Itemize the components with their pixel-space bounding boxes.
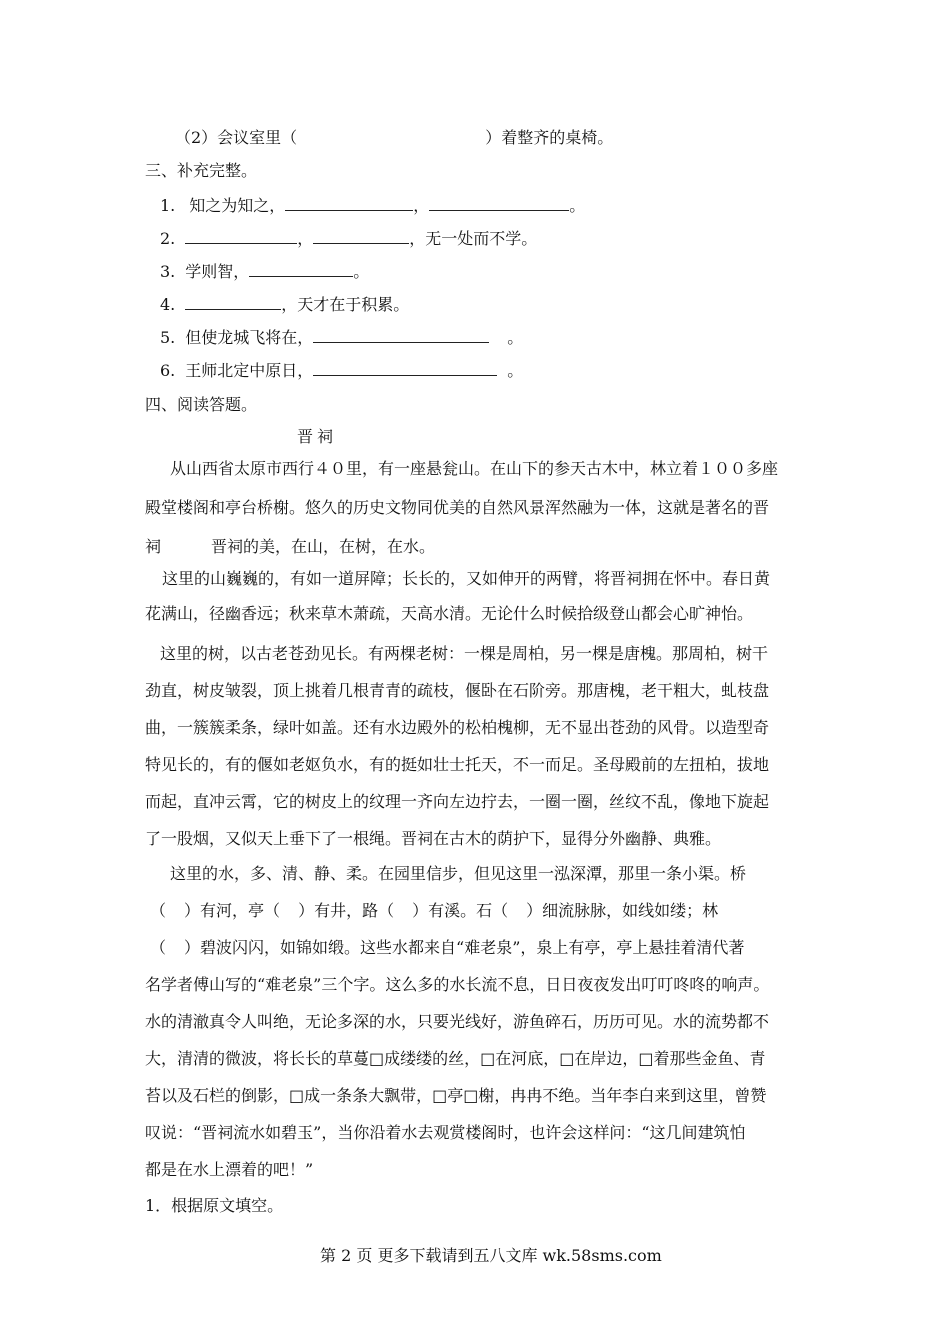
blank-line	[429, 196, 569, 211]
item-text: 。	[353, 262, 370, 281]
item-text: 但使龙城飞将在，	[185, 328, 314, 347]
blank-line	[285, 196, 413, 211]
paren-open: （	[378, 901, 395, 920]
paren-close: ）	[184, 901, 201, 920]
blank-line	[313, 361, 497, 376]
item-text: 。	[507, 361, 524, 380]
passage-line: 从山西省太原市西行４０里，有一座悬瓮山。在山下的参天古木中，林立着１００多座	[170, 459, 779, 478]
passage-line: 名学者傅山写的“难老泉”三个字。这么多的水长流不息，日日夜夜发出叮叮咚咚的响声。	[145, 975, 770, 994]
question-1: 1．根据原文填空。	[145, 1196, 284, 1215]
passage-line	[150, 937, 744, 959]
passage-line: 都是在水上漂着的吧！”	[145, 1160, 314, 1179]
passage-line: 苔以及石栏的倒影，□成一条条大飘带，□亭□榭，冉冉不绝。当年李白来到这里，曾赞	[145, 1086, 767, 1105]
section3-item-3	[160, 261, 369, 283]
section3-heading: 三、补充完整。	[145, 161, 258, 180]
fill-item-2-prefix: （2）会议室里（	[175, 128, 298, 147]
passage-line-blanks	[150, 900, 718, 922]
blank-line	[313, 229, 409, 244]
passage-text: 有井，路	[314, 901, 379, 920]
item-number: 6.	[160, 361, 176, 380]
paren-open: （	[492, 901, 509, 920]
passage-line: 这里的树，以古老苍劲见长。有两棵老树：一棵是周柏，另一棵是唐槐。那周柏，树干	[160, 644, 769, 663]
paren-close: ）	[526, 901, 543, 920]
passage-line: 殿堂楼阁和亭台桥榭。悠久的历史文物同优美的自然风景浑然融为一体，这就是著名的晋	[145, 498, 770, 517]
passage-line: 花满山，径幽香远；秋来草木萧疏，天高水清。无论什么时候拾级登山都会心旷神怡。	[145, 604, 754, 623]
item-number: 3.	[160, 262, 176, 281]
section4-heading: 四、阅读答题。	[145, 395, 258, 414]
passage-line: 这里的水，多、清、静、柔。在园里信步，但见这里一泓深潭，那里一条小渠。桥	[170, 864, 747, 883]
fill-item-2	[175, 127, 613, 149]
paren-close: ）	[184, 938, 201, 957]
paren-open: （	[150, 901, 167, 920]
item-text: ，天才在于积累。	[281, 295, 410, 314]
passage-text: 晋祠的美，在山，在树，在水。	[211, 537, 436, 556]
item-text: 学则智，	[185, 262, 250, 281]
passage-line: 大，清清的微波，将长长的草蔓□成缕缕的丝，□在河底，□在岸边，□着那些金鱼、青	[145, 1049, 766, 1068]
passage-line: 这里的山巍巍的，有如一道屏障；长长的，又如伸开的两臂，将晋祠拥在怀中。春日黄	[162, 569, 771, 588]
item-text: 。	[507, 328, 524, 347]
passage-line: 特见长的，有的偃如老妪负水，有的挺如壮士托天，不一而足。圣母殿前的左扭柏，拔地	[145, 755, 770, 774]
section3-item-6	[160, 360, 523, 382]
passage-line: 劲直，树皮皱裂，顶上挑着几根青青的疏枝，偃卧在石阶旁。那唐槐，老干粗大，虬枝盘	[145, 681, 770, 700]
section3-item-2	[160, 228, 537, 250]
blank-line	[313, 328, 489, 343]
item-text: 知之为知之，	[189, 196, 286, 215]
section3-item-1	[160, 195, 585, 217]
blank-line	[185, 295, 281, 310]
item-text: 王师北定中原日，	[185, 361, 314, 380]
fill-item-2-suffix: ）着整齐的桌椅。	[485, 128, 614, 147]
paren-open: （	[150, 938, 167, 957]
passage-text: 细流脉脉，如线如缕；林	[542, 901, 719, 920]
passage-line: 叹说：“晋祠流水如碧玉”，当你沿着水去观赏楼阁时，也许会这样问：“这几间建筑怕	[145, 1123, 746, 1142]
page-footer: 第 2 页 更多下载请到五八文库 wk.58sms.com	[320, 1246, 662, 1265]
paren-close: ）	[298, 901, 315, 920]
item-number: 5.	[160, 328, 176, 347]
passage-text: 有溪。石	[428, 901, 493, 920]
passage-line: 水的清澈真令人叫绝，无论多深的水，只要光线好，游鱼碎石，历历可见。水的流势都不	[145, 1012, 770, 1031]
passage-text: 碧波闪闪，如锦如缎。这些水都来自“难老泉”，泉上有亭，亭上悬挂着清代著	[200, 938, 745, 957]
passage-line: 了一股烟，又似天上垂下了一根绳。晋祠在古木的荫护下，显得分外幽静、典雅。	[145, 829, 722, 848]
passage-line: 曲，一簇簇柔条，绿叶如盖。还有水边殿外的松柏槐柳，无不显出苍劲的风骨。以造型奇	[145, 718, 770, 737]
item-text: ，无一处而不学。	[409, 229, 538, 248]
passage-text: 有河，亭	[200, 901, 265, 920]
item-number: 2.	[160, 229, 176, 248]
paren-open: （	[264, 901, 281, 920]
blank-line	[185, 229, 297, 244]
passage-line	[145, 536, 435, 558]
item-text: ，	[413, 196, 430, 215]
blank-line	[249, 262, 353, 277]
item-number: 4.	[160, 295, 176, 314]
passage-line: 而起，直冲云霄，它的树皮上的纹理一齐向左边拧去，一圈一圈，丝纹不乱，像地下旋起	[145, 792, 770, 811]
passage-title: 晋祠	[297, 427, 338, 446]
section3-item-5	[160, 327, 523, 349]
passage-text: 祠	[145, 537, 162, 556]
item-text: 。	[569, 196, 586, 215]
section3-item-4	[160, 294, 409, 316]
item-text: ，	[297, 229, 314, 248]
item-number: 1.	[160, 196, 176, 215]
paren-close: ）	[412, 901, 429, 920]
